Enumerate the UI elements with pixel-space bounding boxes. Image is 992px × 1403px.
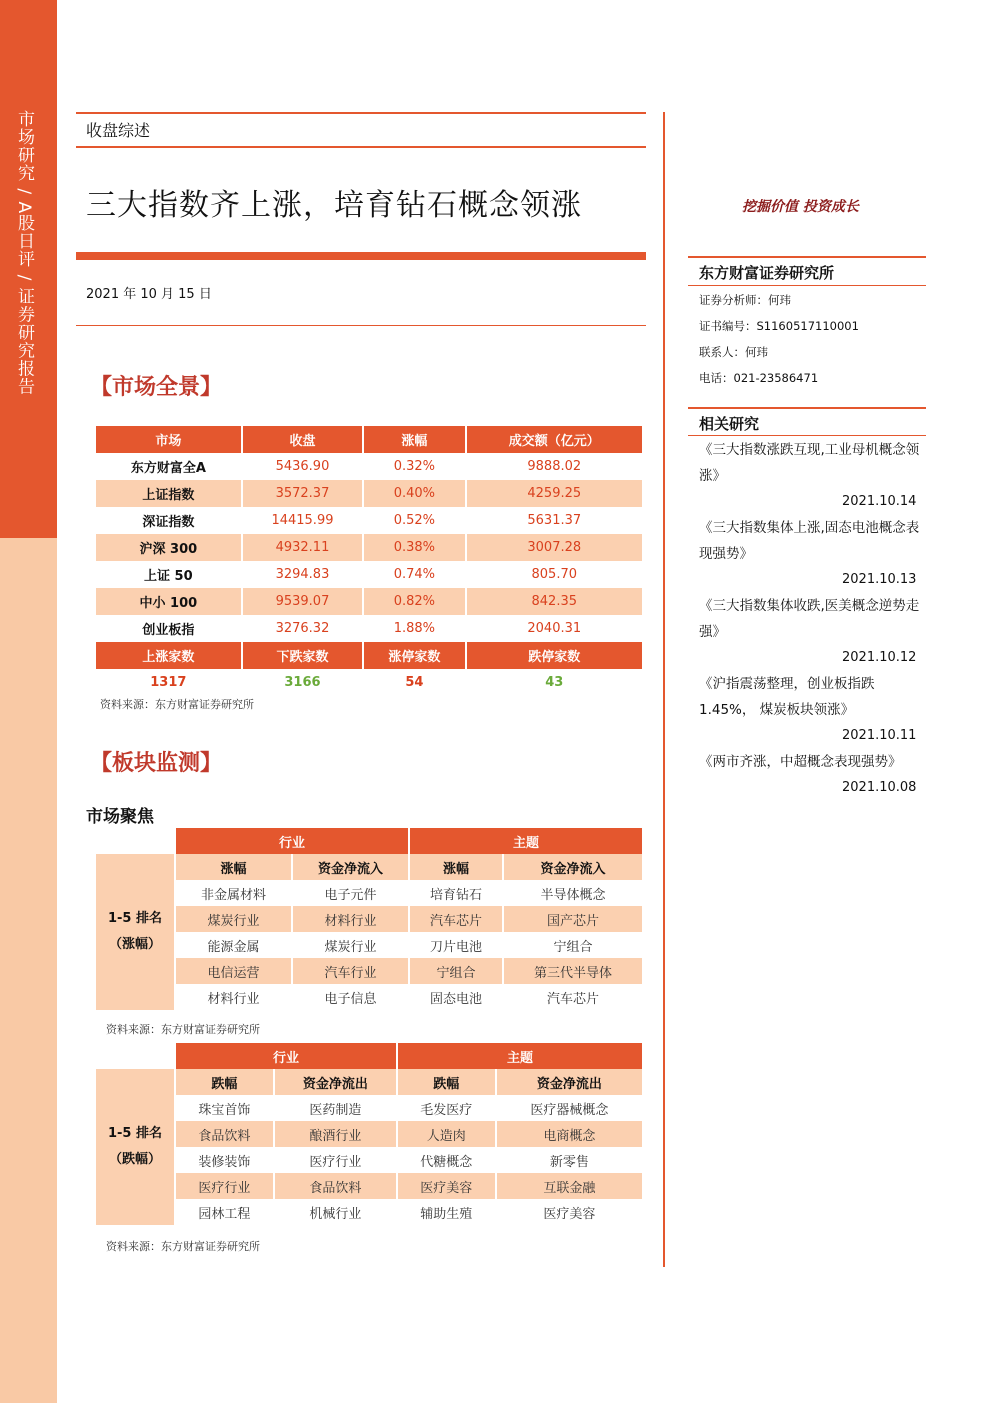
sidebar-band bbox=[0, 538, 57, 1403]
sector-cell: 园林工程 bbox=[198, 1206, 251, 1222]
sub-header: 跌幅 bbox=[176, 1069, 273, 1095]
sector-cell: 国产芯片 bbox=[504, 906, 642, 932]
sub-header-row bbox=[96, 1069, 642, 1095]
table-row bbox=[96, 1121, 642, 1147]
sector-cell: 医药制造 bbox=[309, 1102, 362, 1118]
close-value: 3294.83 bbox=[275, 567, 330, 582]
table-row bbox=[96, 507, 642, 534]
column-header: 市场 bbox=[96, 426, 241, 453]
index-name: 深证指数 bbox=[142, 515, 195, 530]
turnover-value: 5631.37 bbox=[527, 513, 582, 528]
sector-down-table bbox=[94, 1043, 644, 1225]
cert-number: 证书编号：S1160517110001 bbox=[699, 319, 859, 333]
table-row bbox=[96, 615, 642, 642]
market-heading: 【市场全景】 bbox=[90, 374, 223, 400]
page-title: 三大指数齐上涨，培育钻石概念领涨 bbox=[86, 188, 582, 223]
close-value: 4932.11 bbox=[243, 534, 363, 561]
related-rule-top bbox=[688, 407, 926, 409]
sector-cell: 煤炭行业 bbox=[176, 906, 291, 932]
close-value: 3276.32 bbox=[275, 621, 330, 636]
sub-header-row bbox=[96, 854, 642, 880]
section-rule bbox=[76, 146, 646, 148]
sector-cell: 机械行业 bbox=[309, 1206, 362, 1222]
table-row bbox=[96, 984, 642, 1010]
change-value: 1.88% bbox=[393, 621, 436, 636]
market-table bbox=[94, 426, 644, 696]
table-row bbox=[96, 1147, 642, 1173]
rank-label: 1-5 排名（涨幅） bbox=[96, 854, 174, 1010]
change-value: 0.74% bbox=[393, 567, 436, 582]
phone: 电话：021-23586471 bbox=[699, 371, 819, 385]
table-row bbox=[96, 880, 642, 906]
table-row bbox=[96, 1173, 642, 1199]
sector-cell: 辅助生殖 bbox=[420, 1206, 473, 1222]
group-header-industry: 行业 bbox=[176, 1043, 396, 1069]
sub-header: 涨幅 bbox=[176, 854, 291, 880]
analyst: 证券分析师：何玮 bbox=[699, 293, 791, 307]
column-header: 收盘 bbox=[243, 426, 363, 453]
close-value: 9539.07 bbox=[243, 588, 363, 615]
change-value: 0.52% bbox=[393, 513, 436, 528]
table-row bbox=[96, 906, 642, 932]
related-link[interactable]: 《沪指震荡整理，创业板指跌1.45%， 煤炭板块领涨》 bbox=[699, 676, 875, 718]
group-header-row bbox=[96, 1043, 642, 1069]
related-date: 2021.10.12 bbox=[842, 650, 917, 665]
sector-cell: 代糖概念 bbox=[420, 1154, 473, 1170]
sector-cell: 医疗行业 bbox=[176, 1173, 273, 1199]
org-rule-top bbox=[688, 256, 926, 258]
group-header-theme: 主题 bbox=[410, 828, 642, 854]
sector-cell: 电子元件 bbox=[324, 887, 377, 903]
close-value: 5436.90 bbox=[275, 459, 330, 474]
sector-cell: 电信运营 bbox=[176, 958, 291, 984]
sector-up-source: 资料来源：东方财富证券研究所 bbox=[106, 1023, 260, 1036]
sector-cell: 汽车芯片 bbox=[410, 906, 502, 932]
top-rule bbox=[76, 112, 646, 114]
sector-heading: 【板块监测】 bbox=[90, 750, 223, 776]
decliners-count: 3166 bbox=[284, 675, 321, 690]
slogan: 挖掘价值 投资成长 bbox=[742, 199, 859, 215]
index-name: 上证 50 bbox=[144, 569, 193, 584]
sector-cell: 医疗行业 bbox=[309, 1154, 362, 1170]
sector-cell: 汽车芯片 bbox=[546, 991, 599, 1007]
change-value: 0.40% bbox=[364, 480, 464, 507]
change-value: 0.82% bbox=[364, 588, 464, 615]
sector-up-table bbox=[94, 828, 644, 1010]
turnover-value: 4259.25 bbox=[467, 480, 642, 507]
sub-header: 资金净流入 bbox=[293, 854, 408, 880]
sector-cell: 培育钻石 bbox=[429, 887, 482, 903]
sub-header: 跌幅 bbox=[398, 1069, 495, 1095]
group-header-row bbox=[96, 828, 642, 854]
turnover-value: 9888.02 bbox=[527, 459, 582, 474]
sub-header: 涨幅 bbox=[410, 854, 502, 880]
table-header-row bbox=[96, 426, 642, 453]
contact: 联系人：何玮 bbox=[699, 345, 768, 359]
index-name: 中小 100 bbox=[96, 588, 241, 615]
count-header: 涨停家数 bbox=[364, 642, 464, 669]
related-title: 相关研究 bbox=[699, 415, 760, 433]
sector-cell: 人造肉 bbox=[398, 1121, 495, 1147]
table-row bbox=[96, 932, 642, 958]
change-value: 0.32% bbox=[393, 459, 436, 474]
table-row bbox=[96, 1199, 642, 1225]
sector-cell: 医疗美容 bbox=[543, 1206, 596, 1222]
table-row bbox=[96, 453, 642, 480]
sector-cell: 固态电池 bbox=[429, 991, 482, 1007]
index-name: 沪深 300 bbox=[96, 534, 241, 561]
index-name: 上证指数 bbox=[96, 480, 241, 507]
group-header-industry: 行业 bbox=[176, 828, 408, 854]
turnover-value: 3007.28 bbox=[467, 534, 642, 561]
sector-cell: 毛发医疗 bbox=[420, 1102, 473, 1118]
table-row bbox=[96, 534, 642, 561]
limit-up-count: 54 bbox=[405, 675, 424, 690]
section-label: 收盘综述 bbox=[86, 121, 151, 140]
close-value: 14415.99 bbox=[271, 513, 334, 528]
rank-label: 1-5 排名（跌幅） bbox=[96, 1069, 174, 1225]
sector-cell: 电商概念 bbox=[497, 1121, 642, 1147]
close-value: 3572.37 bbox=[243, 480, 363, 507]
related-link[interactable]: 《两市齐涨，中超概念表现强势》 bbox=[699, 754, 902, 770]
table-row bbox=[96, 561, 642, 588]
sector-cell: 汽车行业 bbox=[293, 958, 408, 984]
related-date: 2021.10.08 bbox=[842, 780, 917, 795]
sector-cell: 食品饮料 bbox=[176, 1121, 273, 1147]
turnover-value: 805.70 bbox=[531, 567, 578, 582]
sector-cell: 新零售 bbox=[549, 1154, 589, 1170]
change-value: 0.38% bbox=[364, 534, 464, 561]
sector-cell: 第三代半导体 bbox=[504, 958, 642, 984]
sector-down-source: 资料来源：东方财富证券研究所 bbox=[106, 1240, 260, 1253]
title-rule bbox=[76, 252, 646, 260]
related-date: 2021.10.11 bbox=[842, 728, 917, 743]
sector-cell: 珠宝首饰 bbox=[198, 1102, 251, 1118]
limit-down-count: 43 bbox=[545, 675, 564, 690]
related-rule-bottom bbox=[688, 435, 926, 436]
market-source: 资料来源：东方财富证券研究所 bbox=[100, 698, 254, 711]
column-header: 成交额（亿元） bbox=[467, 426, 642, 453]
related-link[interactable]: 《三大指数集体上涨,固态电池概念表现强势》 bbox=[699, 520, 920, 562]
related-date: 2021.10.14 bbox=[842, 494, 917, 509]
table-row bbox=[96, 958, 642, 984]
sector-cell: 材料行业 bbox=[293, 906, 408, 932]
sub-header: 资金净流出 bbox=[275, 1069, 396, 1095]
turnover-value: 2040.31 bbox=[527, 621, 582, 636]
sector-cell: 医疗器械概念 bbox=[530, 1102, 609, 1118]
org-rule-bottom bbox=[688, 285, 926, 286]
related-link[interactable]: 《三大指数涨跌互现,工业母机概念领涨》 bbox=[699, 442, 920, 484]
count-header: 上涨家数 bbox=[96, 642, 241, 669]
sector-cell: 宁组合 bbox=[553, 939, 593, 955]
sector-cell: 医疗美容 bbox=[398, 1173, 495, 1199]
table-row bbox=[96, 1095, 642, 1121]
sector-cell: 半导体概念 bbox=[540, 887, 606, 903]
sector-cell: 装修装饰 bbox=[198, 1154, 251, 1170]
sector-cell: 宁组合 bbox=[410, 958, 502, 984]
org-name: 东方财富证券研究所 bbox=[699, 264, 835, 282]
count-header: 下跌家数 bbox=[243, 642, 363, 669]
sector-cell: 能源金属 bbox=[207, 939, 260, 955]
date-rule bbox=[76, 325, 646, 326]
focus-title: 市场聚焦 bbox=[86, 807, 154, 827]
sub-header: 资金净流出 bbox=[497, 1069, 642, 1095]
table-row bbox=[96, 588, 642, 615]
table-row bbox=[96, 480, 642, 507]
sidebar-text: 市场研究 / A股日评 / 证券研究报告 bbox=[14, 110, 34, 396]
sector-cell: 材料行业 bbox=[207, 991, 260, 1007]
index-name: 创业板指 bbox=[142, 623, 195, 638]
count-header-row bbox=[96, 642, 642, 669]
sector-cell: 食品饮料 bbox=[275, 1173, 396, 1199]
report-date: 2021 年 10 月 15 日 bbox=[86, 287, 212, 302]
sector-cell: 电子信息 bbox=[324, 991, 377, 1007]
sector-cell: 互联金融 bbox=[497, 1173, 642, 1199]
sub-header: 资金净流入 bbox=[504, 854, 642, 880]
advancers-count: 1317 bbox=[150, 675, 187, 690]
column-divider bbox=[663, 112, 665, 1267]
group-header-theme: 主题 bbox=[398, 1043, 642, 1069]
turnover-value: 842.35 bbox=[467, 588, 642, 615]
count-header: 跌停家数 bbox=[467, 642, 642, 669]
related-date: 2021.10.13 bbox=[842, 572, 917, 587]
sector-cell: 酿酒行业 bbox=[275, 1121, 396, 1147]
related-link[interactable]: 《三大指数集体收跌,医美概念逆势走强》 bbox=[699, 598, 920, 640]
count-row bbox=[96, 669, 642, 696]
sector-cell: 刀片电池 bbox=[429, 939, 482, 955]
sector-cell: 煤炭行业 bbox=[324, 939, 377, 955]
index-name: 东方财富全A bbox=[130, 461, 206, 476]
column-header: 涨幅 bbox=[364, 426, 464, 453]
sector-cell: 非金属材料 bbox=[200, 887, 266, 903]
